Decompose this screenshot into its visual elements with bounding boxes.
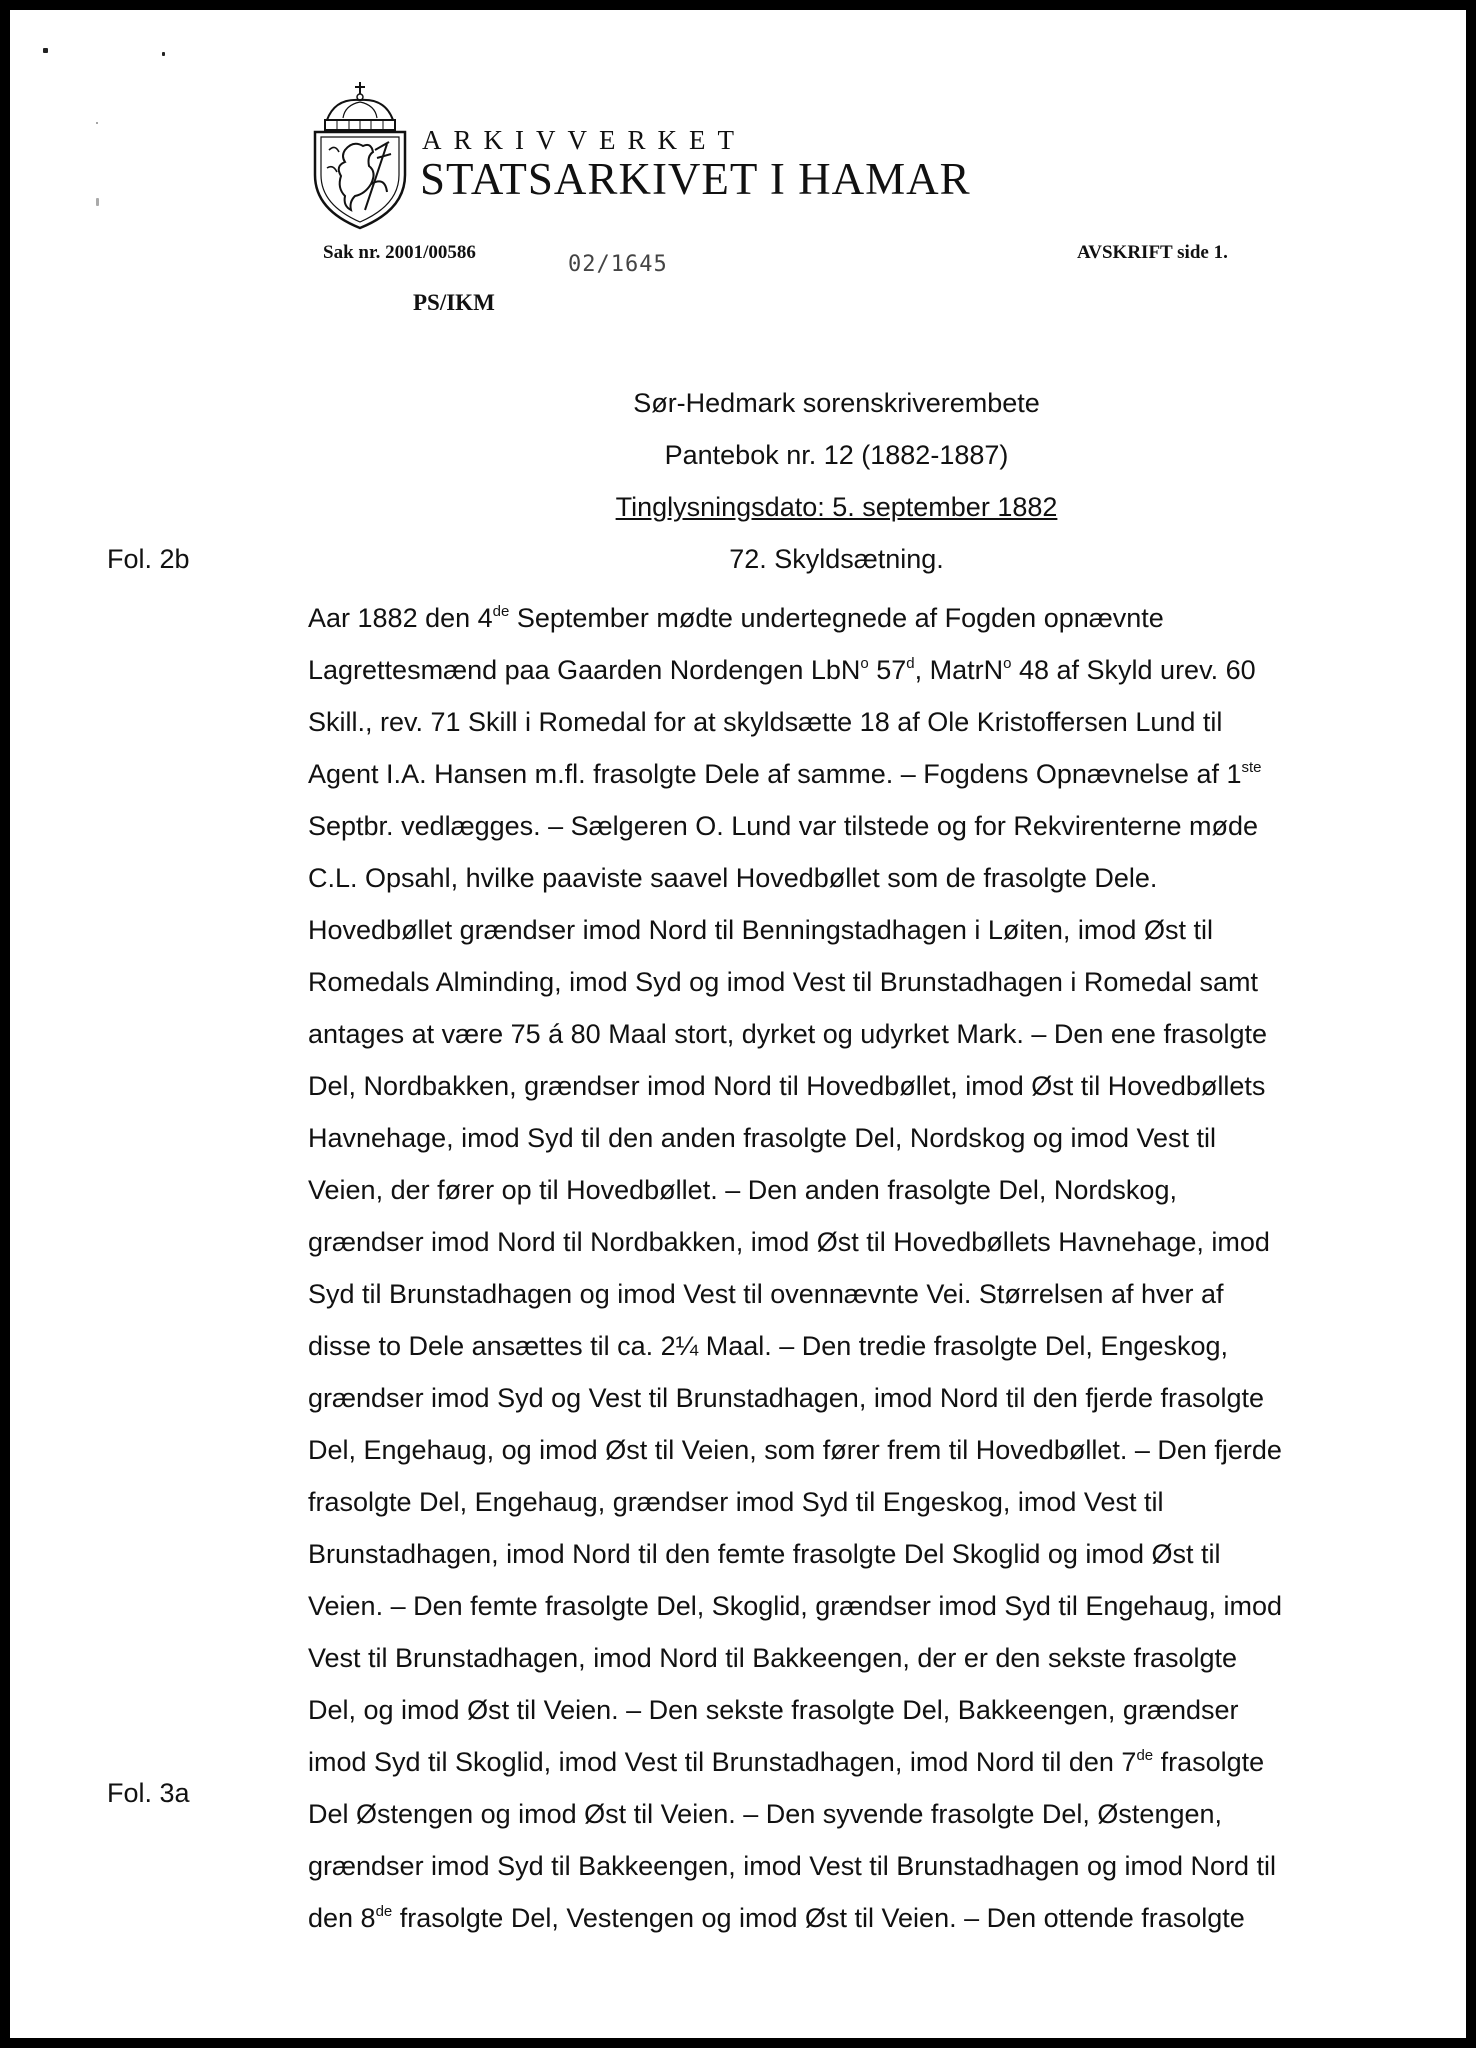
document-page xyxy=(10,10,1466,2038)
scan-speck xyxy=(96,198,99,206)
handwritten-reference: 02/1645 xyxy=(568,252,668,277)
folio-marker: Fol. 2b xyxy=(107,544,190,574)
text-line: C.L. Opsahl, hvilke paaviste saavel Hovedbøllet som de frasolgte Dele. xyxy=(308,863,1158,893)
book-heading: Pantebok nr. 12 (1882-1887) xyxy=(664,440,1009,470)
scan-speck xyxy=(96,122,98,124)
registration-date: Tinglysningsdato: 5. september 1882 xyxy=(615,492,1058,522)
case-number: Sak nr. 2001/00586 xyxy=(323,242,476,263)
text-line: grændser imod Nord til Nordbakken, imod Øst til Hovedbøllets Havnehage, imod xyxy=(308,1227,1270,1257)
text-line: Romedals Alminding, imod Syd og imod Vest til Brunstadhagen i Romedal samt xyxy=(308,967,1258,997)
text-line: Vest til Brunstadhagen, imod Nord til Bakkeengen, der er den sekste frasolgte xyxy=(308,1643,1238,1673)
archive-name-small: ARKIVVERKET xyxy=(422,125,746,155)
text-line: disse to Dele ansættes til ca. 2¼ Maal. – Den tredie frasolgte Del, Engeskog, xyxy=(308,1331,1228,1361)
text-line: Del, og imod Øst til Veien. – Den sekste frasolgte Del, Bakkeengen, grændser xyxy=(308,1695,1239,1725)
office-heading: Sør-Hedmark sorenskriverembete xyxy=(633,388,1040,418)
text-line: Del Østengen og imod Øst til Veien. – Den syvende frasolgte Del, Østengen, xyxy=(308,1799,1223,1829)
initials: PS/IKM xyxy=(413,290,495,315)
text-line: Havnehage, imod Syd til den anden frasolgte Del, Nordskog og imod Vest til xyxy=(308,1123,1217,1153)
transcript-body xyxy=(308,592,1388,1944)
transcript-page-label: AVSKRIFT side 1. xyxy=(1077,242,1228,263)
entry-title: 72. Skyldsætning. xyxy=(729,544,944,574)
text-line: Del, Nordbakken, grændser imod Nord til Hovedbøllet, imod Øst til Hovedbøllets xyxy=(308,1071,1266,1101)
text-line: antages at være 75 á 80 Maal stort, dyrket og udyrket Mark. – Den ene frasolgte xyxy=(308,1019,1268,1049)
scan-speck xyxy=(162,52,165,56)
text-line: Skill., rev. 71 Skill i Romedal for at skyldsætte 18 af Ole Kristoffersen Lund til xyxy=(308,707,1223,737)
text-line: Veien. – Den femte frasolgte Del, Skoglid, grændser imod Syd til Engehaug, imod xyxy=(308,1591,1283,1621)
text-line: Syd til Brunstadhagen og imod Vest til ovennævnte Vei. Størrelsen af hver af xyxy=(308,1279,1224,1309)
text-line: den 8de frasolgte Del, Vestengen og imod Øst til Veien. – Den ottende frasolgte xyxy=(308,1903,1245,1933)
scan-speck xyxy=(43,48,48,53)
text-line: Lagrettesmænd paa Gaarden Nordengen LbN$^o$ 57$^d$, MatrN$^o$ 48 af Skyld urev. 60 xyxy=(308,655,1256,685)
text-line: Veien, der fører op til Hovedbøllet. – Den anden frasolgte Del, Nordskog, xyxy=(308,1175,1177,1205)
archive-name-large: STATSARKIVET I HAMAR xyxy=(420,154,971,204)
text-line: Agent I.A. Hansen m.fl. frasolgte Dele af samme. – Fogdens Opnævnelse af 1ste xyxy=(308,759,1262,789)
text-line: grændser imod Syd til Bakkeengen, imod Vest til Brunstadhagen og imod Nord til xyxy=(308,1851,1277,1881)
text-line: Del, Engehaug, og imod Øst til Veien, som fører frem til Hovedbøllet. – Den fjerde xyxy=(308,1435,1282,1465)
folio-marker: Fol. 3a xyxy=(107,1778,190,1808)
text-line: Septbr. vedlægges. – Sælgeren O. Lund var tilstede og for Rekvirenterne møde xyxy=(308,811,1259,841)
text-line: grændser imod Syd og Vest til Brunstadhagen, imod Nord til den fjerde frasolgte xyxy=(308,1383,1265,1413)
text-line: imod Syd til Skoglid, imod Vest til Brunstadhagen, imod Nord til den 7de frasolgte xyxy=(308,1747,1265,1777)
text-line: Brunstadhagen, imod Nord til den femte frasolgte Del Skoglid og imod Øst til xyxy=(308,1539,1221,1569)
text-line: Hovedbøllet grændser imod Nord til Benningstadhagen i Løiten, imod Øst til xyxy=(308,915,1213,945)
text-line: Aar 1882 den 4de September mødte undertegnede af Fogden opnævnte xyxy=(308,603,1164,633)
coat-of-arms-icon xyxy=(305,80,415,230)
text-line: frasolgte Del, Engehaug, grændser imod Syd til Engeskog, imod Vest til xyxy=(308,1487,1164,1517)
